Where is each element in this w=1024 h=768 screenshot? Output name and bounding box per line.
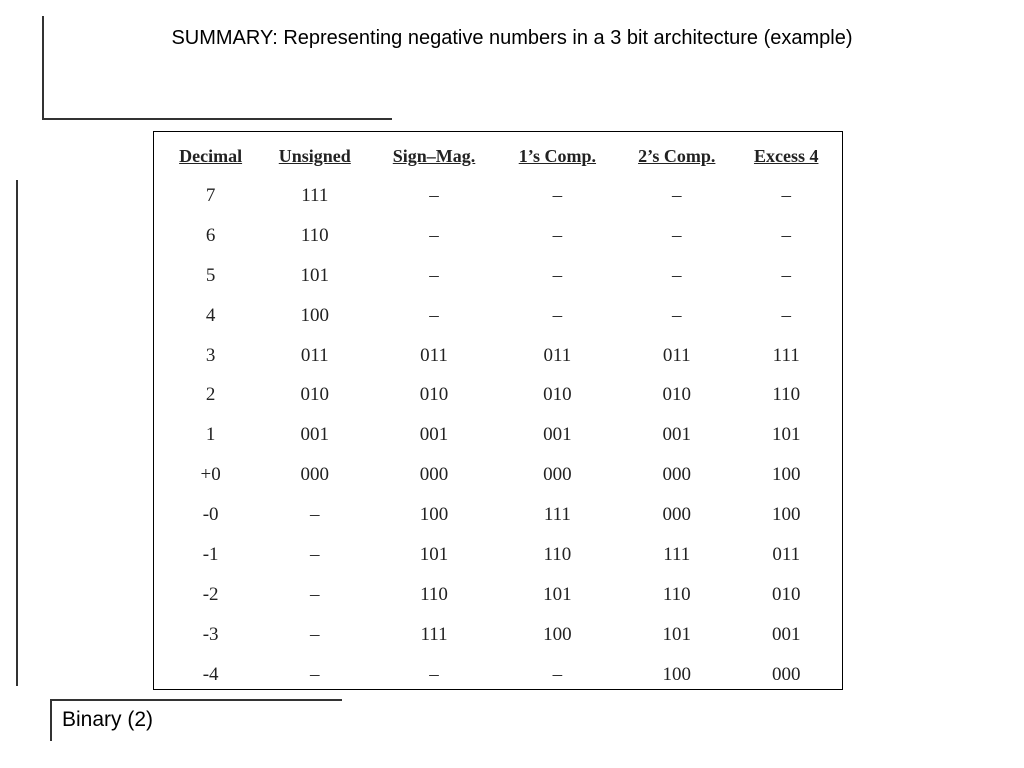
- cell-excess-4: 000: [771, 663, 801, 685]
- cell-sign-magnitude: –: [429, 184, 439, 206]
- cell-ones-complement: –: [552, 264, 563, 286]
- cell-sign-magnitude: –: [429, 224, 439, 246]
- cell-sign-magnitude: –: [429, 304, 439, 326]
- cell-twos-complement: 100: [662, 663, 691, 685]
- table-row: [162, 575, 836, 615]
- decorative-rule: [50, 699, 342, 701]
- cell-unsigned: 110: [300, 224, 329, 246]
- cell-decimal: 7: [205, 184, 216, 206]
- table-row: [162, 495, 836, 535]
- cell-twos-complement: –: [671, 184, 682, 206]
- cell-sign-magnitude: 100: [419, 504, 449, 526]
- cell-twos-complement: 101: [662, 623, 691, 645]
- cell-decimal: 5: [205, 264, 216, 286]
- cell-sign-magnitude: 010: [419, 384, 449, 406]
- number-representation-table: [162, 136, 836, 695]
- cell-excess-4: 010: [771, 583, 801, 605]
- cell-excess-4: 100: [771, 504, 801, 526]
- cell-twos-complement: –: [671, 224, 682, 246]
- cell-excess-4: 001: [771, 623, 801, 645]
- table-row: [162, 535, 836, 575]
- table-row: [162, 375, 836, 415]
- cell-unsigned: 111: [301, 184, 329, 206]
- cell-sign-magnitude: 101: [419, 543, 449, 565]
- cell-unsigned: 000: [300, 464, 330, 486]
- column-header-twos-complement: 2’s Comp.: [638, 145, 716, 166]
- column-header-unsigned: Unsigned: [278, 145, 351, 166]
- cell-decimal: 6: [205, 224, 216, 246]
- cell-sign-magnitude: –: [429, 264, 439, 286]
- cell-twos-complement: 110: [662, 583, 691, 605]
- cell-twos-complement: –: [671, 304, 682, 326]
- cell-decimal: 2: [205, 384, 216, 406]
- cell-ones-complement: 011: [543, 344, 572, 366]
- cell-unsigned: –: [310, 623, 320, 645]
- table-body: [162, 176, 836, 695]
- decorative-rule: [16, 180, 18, 686]
- cell-excess-4: –: [781, 264, 791, 286]
- cell-ones-complement: 101: [543, 583, 572, 605]
- table-row: [162, 336, 836, 376]
- cell-excess-4: 111: [772, 344, 800, 366]
- cell-decimal: -4: [202, 663, 219, 685]
- cell-unsigned: 101: [300, 264, 330, 286]
- cell-excess-4: –: [781, 304, 791, 326]
- cell-decimal: -1: [202, 543, 219, 565]
- table-row: [162, 216, 836, 256]
- cell-sign-magnitude: 111: [420, 623, 448, 645]
- cell-decimal: +0: [200, 464, 221, 486]
- cell-ones-complement: –: [552, 224, 563, 246]
- cell-twos-complement: 111: [663, 543, 691, 565]
- cell-ones-complement: –: [552, 184, 563, 206]
- cell-unsigned: –: [310, 583, 320, 605]
- cell-decimal: 4: [205, 304, 216, 326]
- cell-excess-4: 011: [772, 543, 801, 565]
- cell-twos-complement: 000: [662, 464, 691, 486]
- cell-unsigned: –: [310, 543, 320, 565]
- decorative-rule: [50, 699, 52, 741]
- table-row: [162, 415, 836, 455]
- cell-excess-4: 110: [772, 384, 801, 406]
- cell-ones-complement: 111: [543, 504, 571, 526]
- cell-ones-complement: 110: [543, 543, 572, 565]
- table-row: [162, 296, 836, 336]
- cell-twos-complement: 001: [662, 424, 691, 446]
- table-row: [162, 256, 836, 296]
- cell-unsigned: 010: [300, 384, 330, 406]
- table-row: [162, 176, 836, 216]
- table-row: [162, 655, 836, 695]
- column-header-sign-magnitude: Sign–Mag.: [392, 145, 476, 166]
- cell-unsigned: –: [310, 663, 320, 685]
- cell-decimal: -3: [202, 623, 219, 645]
- cell-excess-4: 101: [771, 424, 801, 446]
- decorative-rule: [42, 118, 392, 120]
- cell-excess-4: 100: [771, 464, 801, 486]
- cell-ones-complement: 000: [543, 464, 572, 486]
- cell-decimal: -0: [202, 504, 219, 526]
- cell-sign-magnitude: 011: [420, 344, 448, 366]
- cell-twos-complement: 010: [662, 384, 691, 406]
- column-header-decimal: Decimal: [179, 145, 243, 166]
- table-header-row: [162, 136, 836, 176]
- cell-sign-magnitude: 000: [419, 464, 449, 486]
- cell-ones-complement: 100: [543, 623, 572, 645]
- table-row: [162, 455, 836, 495]
- cell-decimal: 1: [205, 424, 216, 446]
- cell-unsigned: 100: [300, 304, 330, 326]
- cell-decimal: -2: [202, 583, 219, 605]
- cell-twos-complement: –: [671, 264, 682, 286]
- cell-unsigned: 001: [300, 424, 330, 446]
- cell-unsigned: –: [310, 504, 320, 526]
- cell-decimal: 3: [205, 344, 216, 366]
- cell-twos-complement: 011: [662, 344, 691, 366]
- slide-title: SUMMARY: Representing negative numbers in a 3 bit architecture (example): [171, 27, 853, 49]
- column-header-excess-4: Excess 4: [753, 145, 819, 166]
- cell-unsigned: 011: [300, 344, 329, 366]
- cell-sign-magnitude: 110: [420, 583, 448, 605]
- table-row: [162, 615, 836, 655]
- cell-excess-4: –: [781, 184, 791, 206]
- cell-excess-4: –: [781, 224, 791, 246]
- cell-ones-complement: –: [552, 304, 563, 326]
- cell-ones-complement: 001: [543, 424, 572, 446]
- cell-twos-complement: 000: [662, 504, 691, 526]
- cell-sign-magnitude: 001: [419, 424, 449, 446]
- cell-ones-complement: 010: [543, 384, 572, 406]
- column-header-ones-complement: 1’s Comp.: [518, 145, 597, 166]
- slide-footer-label: Binary (2): [62, 708, 154, 731]
- cell-ones-complement: –: [552, 663, 563, 685]
- cell-sign-magnitude: –: [429, 663, 439, 685]
- table-image-frame: [153, 131, 843, 690]
